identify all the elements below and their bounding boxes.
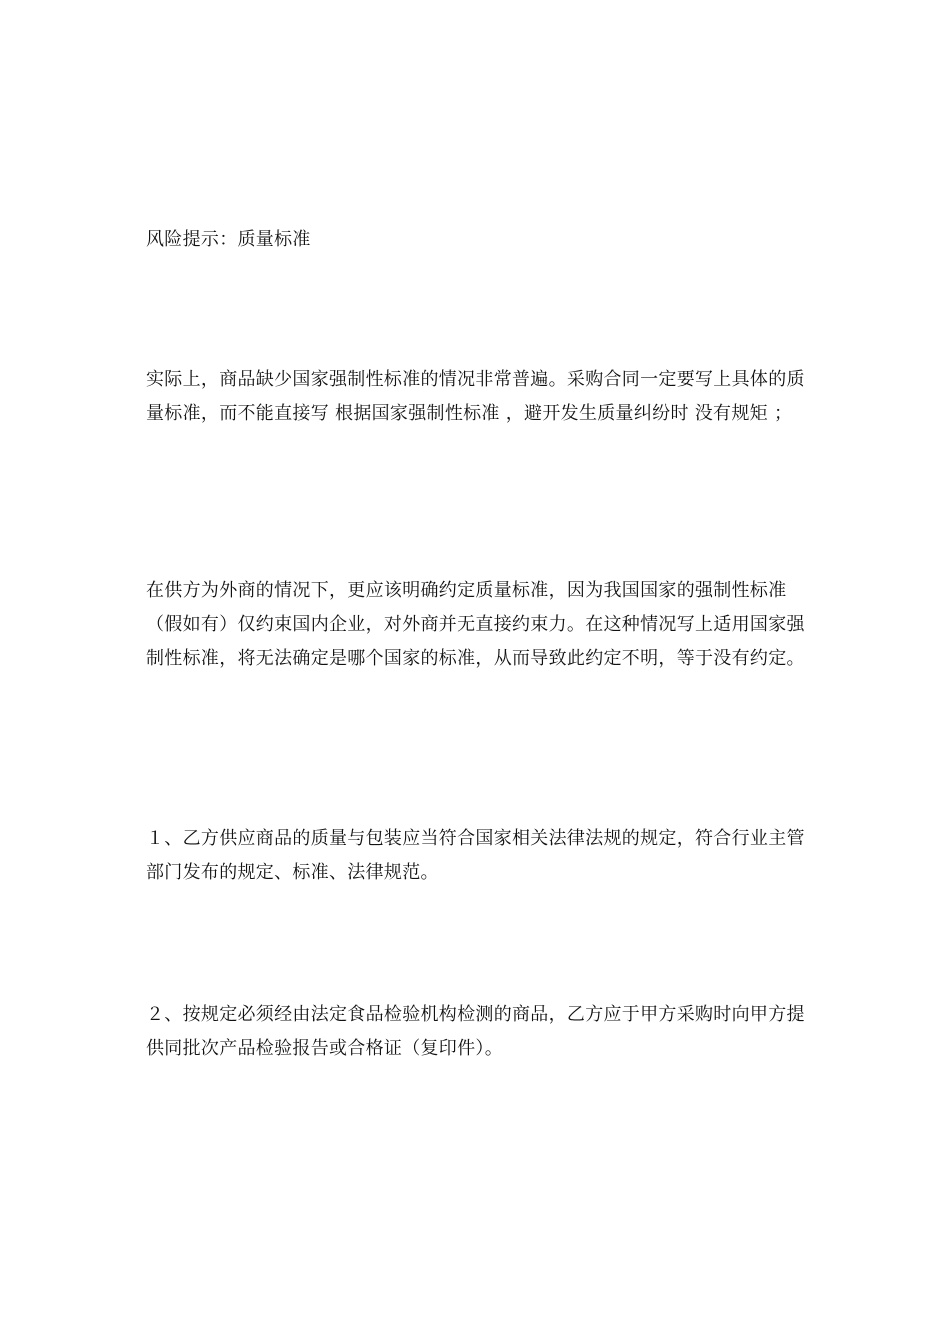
section-heading: 风险提示：质量标准 <box>146 229 311 250</box>
paragraph-standards-common: 实际上，商品缺少国家强制性标准的情况非常普遍。采购合同一定要写上具体的质量标准，而不能直接写 根据国家强制性标准 ，避开发生质量纠纷时 没有规矩 ； <box>146 369 805 424</box>
clause-2-inspection-report: ２、按规定必须经由法定食品检验机构检测的商品，乙方应于甲方采购时向甲方提供同批次产品检验报告或合格证（复印件）。 <box>146 1004 805 1059</box>
paragraph-foreign-supplier: 在供方为外商的情况下，更应该明确约定质量标准，因为我国国家的强制性标准（假如有）仅约束国内企业，对外商并无直接约束力。在这种情况写上适用国家强制性标准，将无法确定是哪个国家的标准，从而导致此约定不明，等于没有约定。 <box>146 580 805 669</box>
clause-1-quality-packaging: １、乙方供应商品的质量与包装应当符合国家相关法律法规的规定，符合行业主管部门发布的规定、标准、法律规范。 <box>146 828 805 883</box>
